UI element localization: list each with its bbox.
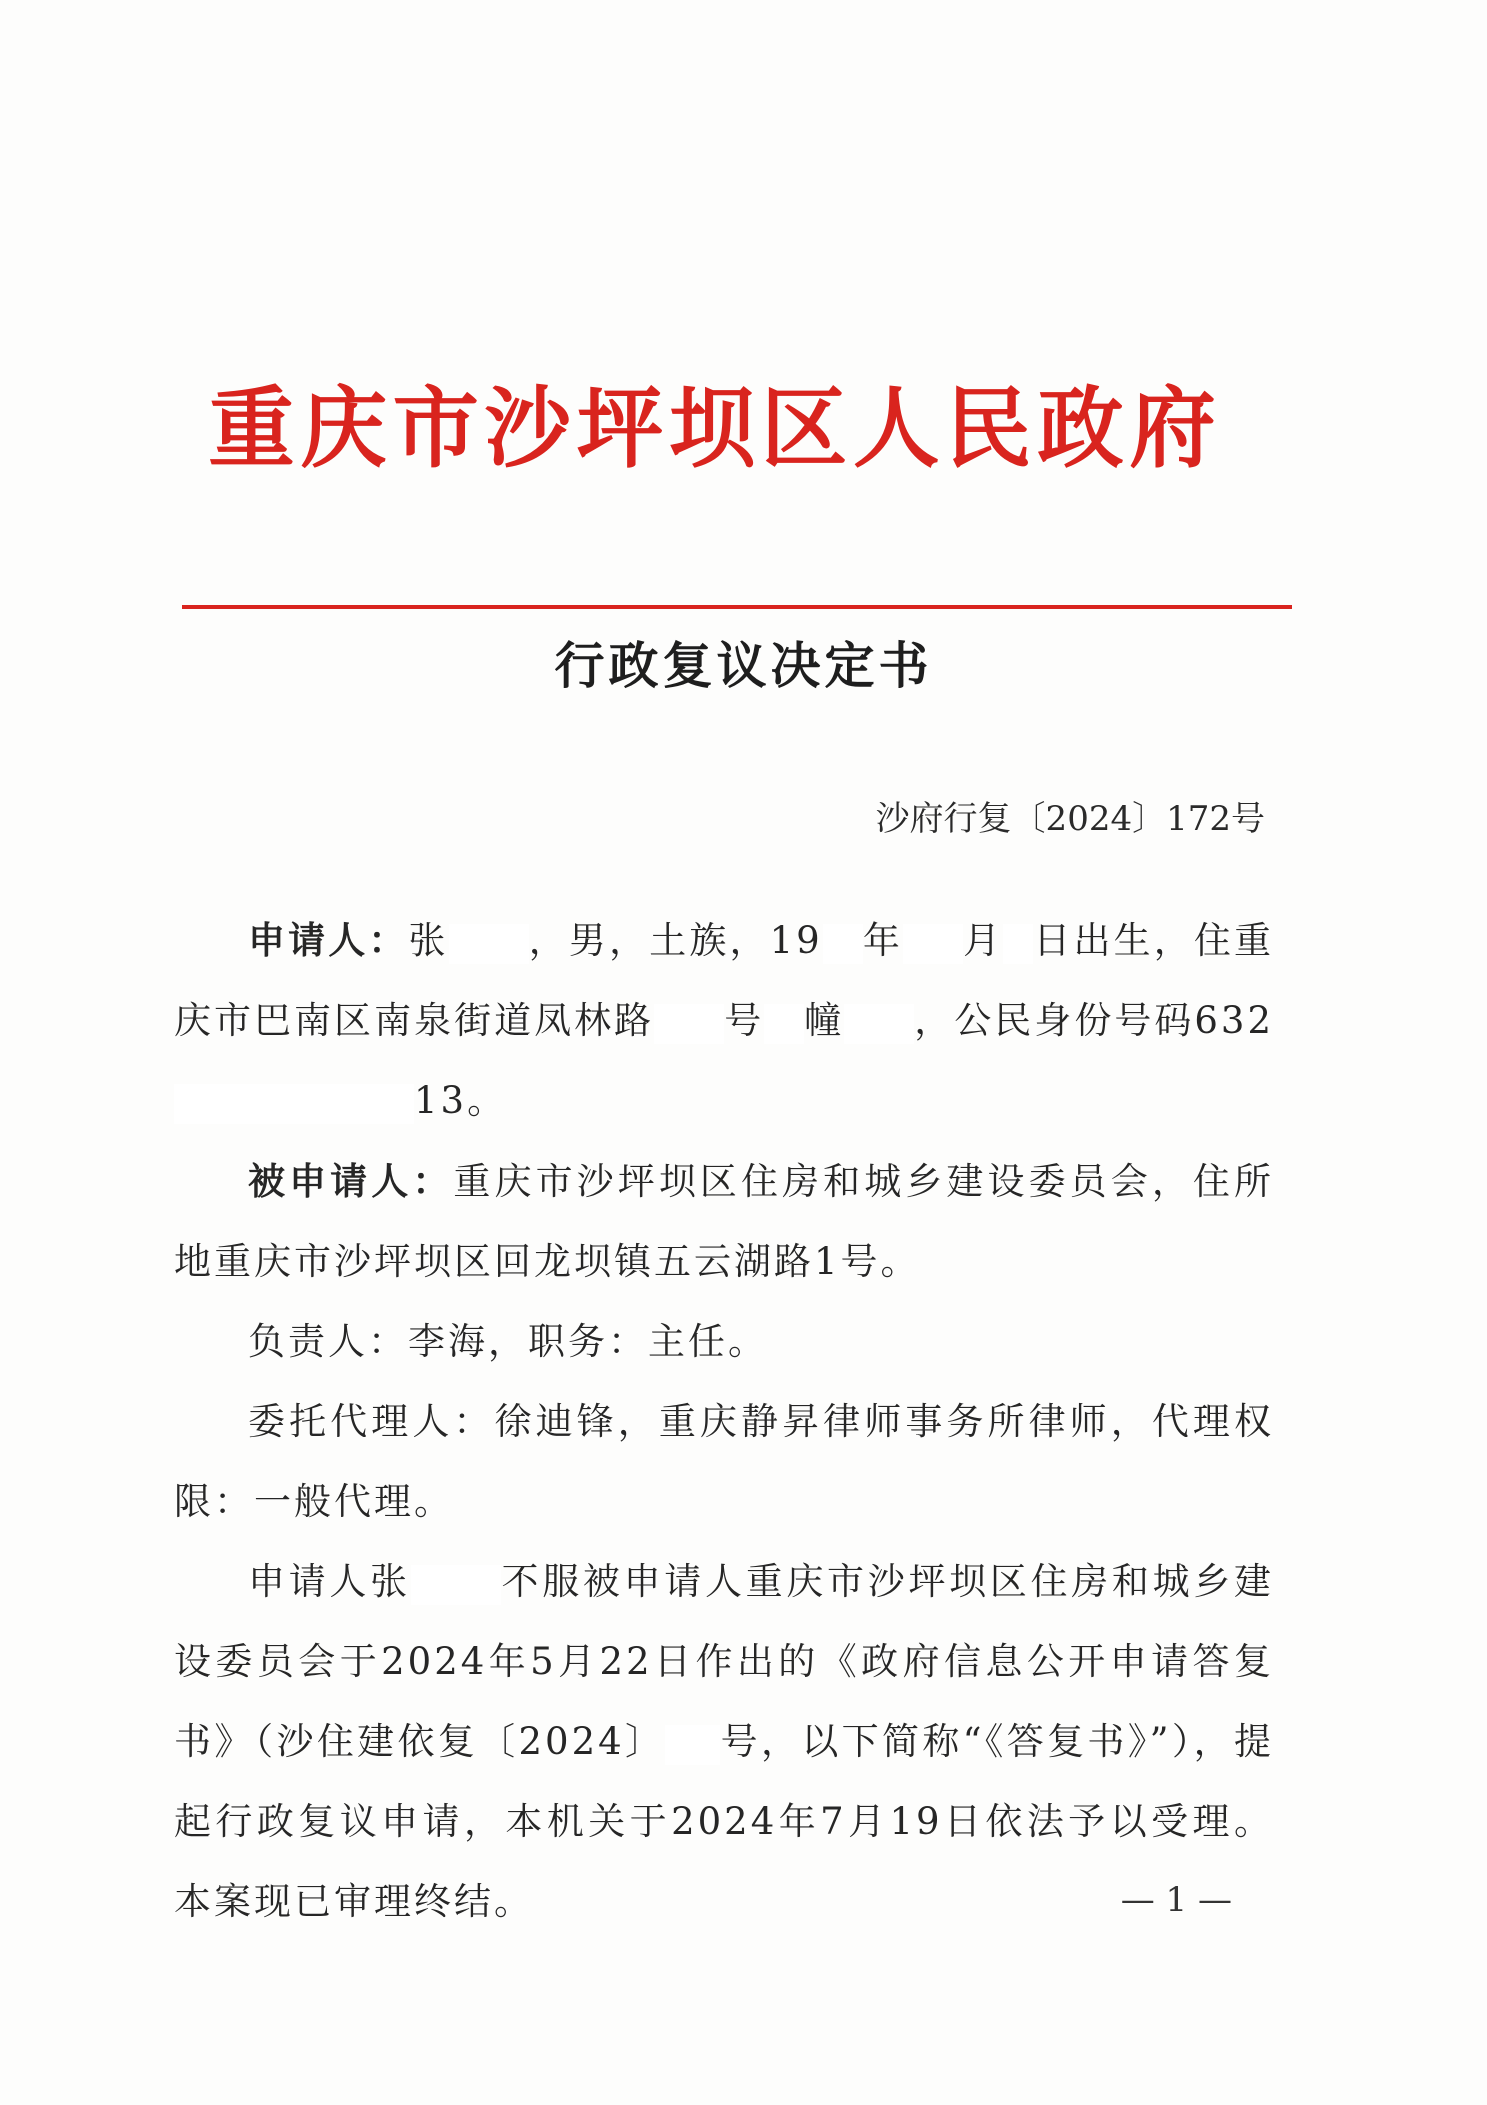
document-title: 行政复议决定书 (554, 636, 933, 695)
applicant-text-8: ，公民身份号码632 (914, 999, 1274, 1042)
issuer-header: 重庆市沙坪坝区人民政府 (208, 376, 1222, 480)
applicant-text-4: 月 (962, 919, 1004, 962)
redaction-block (654, 1004, 724, 1044)
redaction-block (764, 1004, 804, 1044)
applicant-text-1: 张 (408, 919, 449, 962)
redaction-block (411, 1565, 501, 1605)
case-text-1: 申请人张 (248, 1560, 411, 1603)
redaction-block (823, 924, 863, 964)
header-red-rule (182, 605, 1292, 609)
redaction-block (1003, 924, 1033, 964)
responsible-person-paragraph: 负责人：李海，职务：主任。 (248, 1320, 768, 1363)
applicant-paragraph (174, 900, 1274, 1141)
applicant-text-9: 13。 (414, 1079, 508, 1122)
redaction-block (903, 924, 963, 964)
case-text-3: 号，以下简称“《答复书》”），提起行政复议申请，本机关于2024年7月19日依法予以受理。本案现已审理终结。 (174, 1720, 1274, 1923)
document-number: 沙府行复〔2024〕172号 (875, 799, 1265, 839)
case-text-2: 不服被申请人重庆市沙坪坝区住房和城乡建设委员会于2024年5月22日作出的《政府信息公开申请答复书》（沙住建依复〔2024〕 (174, 1560, 1275, 1763)
applicant-text-7: 幢 (804, 999, 845, 1042)
respondent-label: 被申请人： (248, 1159, 454, 1203)
redaction-block (665, 1725, 720, 1765)
agent-paragraph: 委托代理人：徐迪锋，重庆静昇律师事务所律师，代理权限：一般代理。 (174, 1400, 1274, 1523)
redaction-block (174, 1084, 414, 1124)
respondent-paragraph (174, 1141, 1274, 1302)
page-number: — 1 — (1120, 1880, 1232, 1920)
case-paragraph (174, 1542, 1274, 1942)
redaction-block (844, 1004, 914, 1044)
document-body (174, 900, 1274, 1942)
applicant-text-5: 日出生，住重庆市巴南区南泉街道凤林路 (174, 919, 1275, 1042)
respondent-text: 重庆市沙坪坝区住房和城乡建设委员会，住所地重庆市沙坪坝区回龙坝镇五云湖路1号。 (174, 1160, 1275, 1283)
redaction-block (449, 924, 529, 964)
applicant-text-2: ，男，土族，19 (528, 919, 823, 962)
applicant-text-6: 号 (724, 999, 765, 1042)
applicant-text-3: 年 (862, 919, 903, 962)
applicant-label: 申请人： (248, 918, 409, 962)
